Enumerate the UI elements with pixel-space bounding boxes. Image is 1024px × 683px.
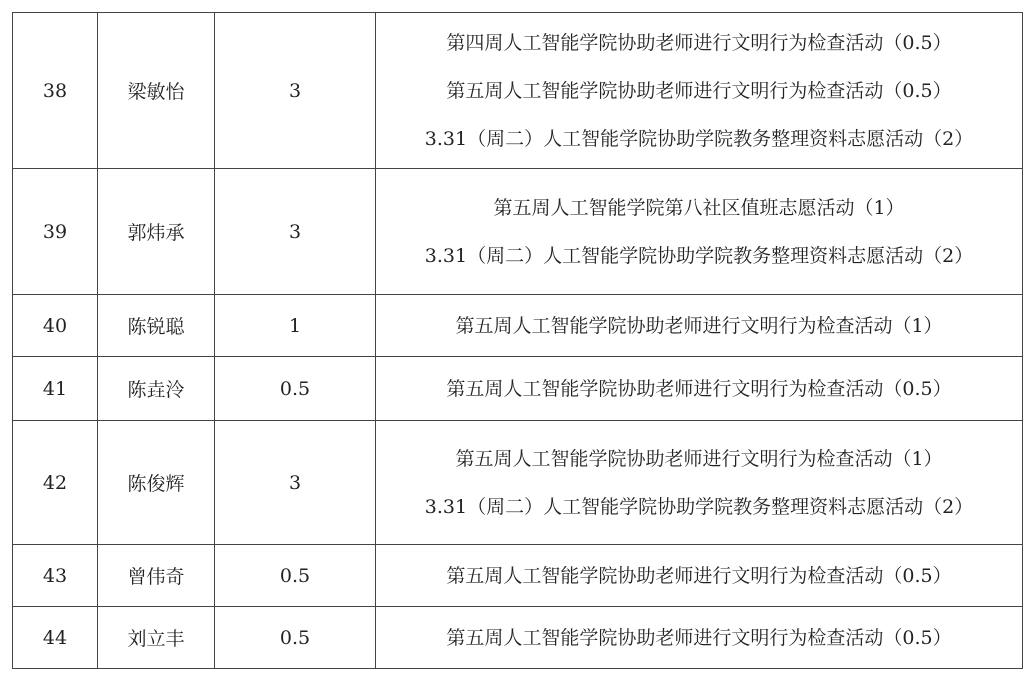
activity-line: 第五周人工智能学院协助老师进行文明行为检查活动（0.5） xyxy=(446,564,952,587)
activities-cell xyxy=(376,295,1023,357)
student-name: 陈俊辉 xyxy=(98,421,215,545)
table-row xyxy=(13,169,1023,295)
activity-line: 第五周人工智能学院协助老师进行文明行为检查活动（1） xyxy=(455,447,943,470)
activity-line: 3.31（周二）人工智能学院协助学院教务整理资料志愿活动（2） xyxy=(424,495,974,518)
row-number: 41 xyxy=(13,357,98,421)
activities-cell xyxy=(376,607,1023,669)
activities-cell xyxy=(376,421,1023,545)
table-row xyxy=(13,13,1023,169)
row-number: 39 xyxy=(13,169,98,295)
hours-value: 0.5 xyxy=(215,545,376,607)
student-name: 曾伟奇 xyxy=(98,545,215,607)
activity-line: 3.31（周二）人工智能学院协助学院教务整理资料志愿活动（2） xyxy=(424,244,974,267)
hours-value: 3 xyxy=(215,421,376,545)
row-number: 44 xyxy=(13,607,98,669)
row-number: 43 xyxy=(13,545,98,607)
activities-cell xyxy=(376,169,1023,295)
activities-cell xyxy=(376,545,1023,607)
table-row xyxy=(13,357,1023,421)
hours-value: 0.5 xyxy=(215,357,376,421)
student-name: 陈垚泠 xyxy=(98,357,215,421)
hours-value: 3 xyxy=(215,169,376,295)
activity-line: 第五周人工智能学院协助老师进行文明行为检查活动（0.5） xyxy=(446,79,952,102)
activity-line: 第五周人工智能学院协助老师进行文明行为检查活动（1） xyxy=(455,314,943,337)
activity-line: 第五周人工智能学院协助老师进行文明行为检查活动（0.5） xyxy=(446,626,952,649)
table-row xyxy=(13,545,1023,607)
hours-value: 0.5 xyxy=(215,607,376,669)
activity-line: 3.31（周二）人工智能学院协助学院教务整理资料志愿活动（2） xyxy=(424,127,974,150)
table-row xyxy=(13,421,1023,545)
row-number: 42 xyxy=(13,421,98,545)
student-name: 梁敏怡 xyxy=(98,13,215,169)
activities-cell xyxy=(376,13,1023,169)
table-body xyxy=(13,13,1023,669)
hours-value: 3 xyxy=(215,13,376,169)
activity-line: 第四周人工智能学院协助老师进行文明行为检查活动（0.5） xyxy=(446,31,952,54)
activities-cell xyxy=(376,357,1023,421)
table-row xyxy=(13,295,1023,357)
volunteer-hours-table xyxy=(12,12,1023,669)
hours-value: 1 xyxy=(215,295,376,357)
student-name: 郭炜承 xyxy=(98,169,215,295)
row-number: 40 xyxy=(13,295,98,357)
table-row xyxy=(13,607,1023,669)
student-name: 刘立丰 xyxy=(98,607,215,669)
activity-line: 第五周人工智能学院第八社区值班志愿活动（1） xyxy=(493,196,905,219)
student-name: 陈锐聪 xyxy=(98,295,215,357)
row-number: 38 xyxy=(13,13,98,169)
activity-line: 第五周人工智能学院协助老师进行文明行为检查活动（0.5） xyxy=(446,377,952,400)
